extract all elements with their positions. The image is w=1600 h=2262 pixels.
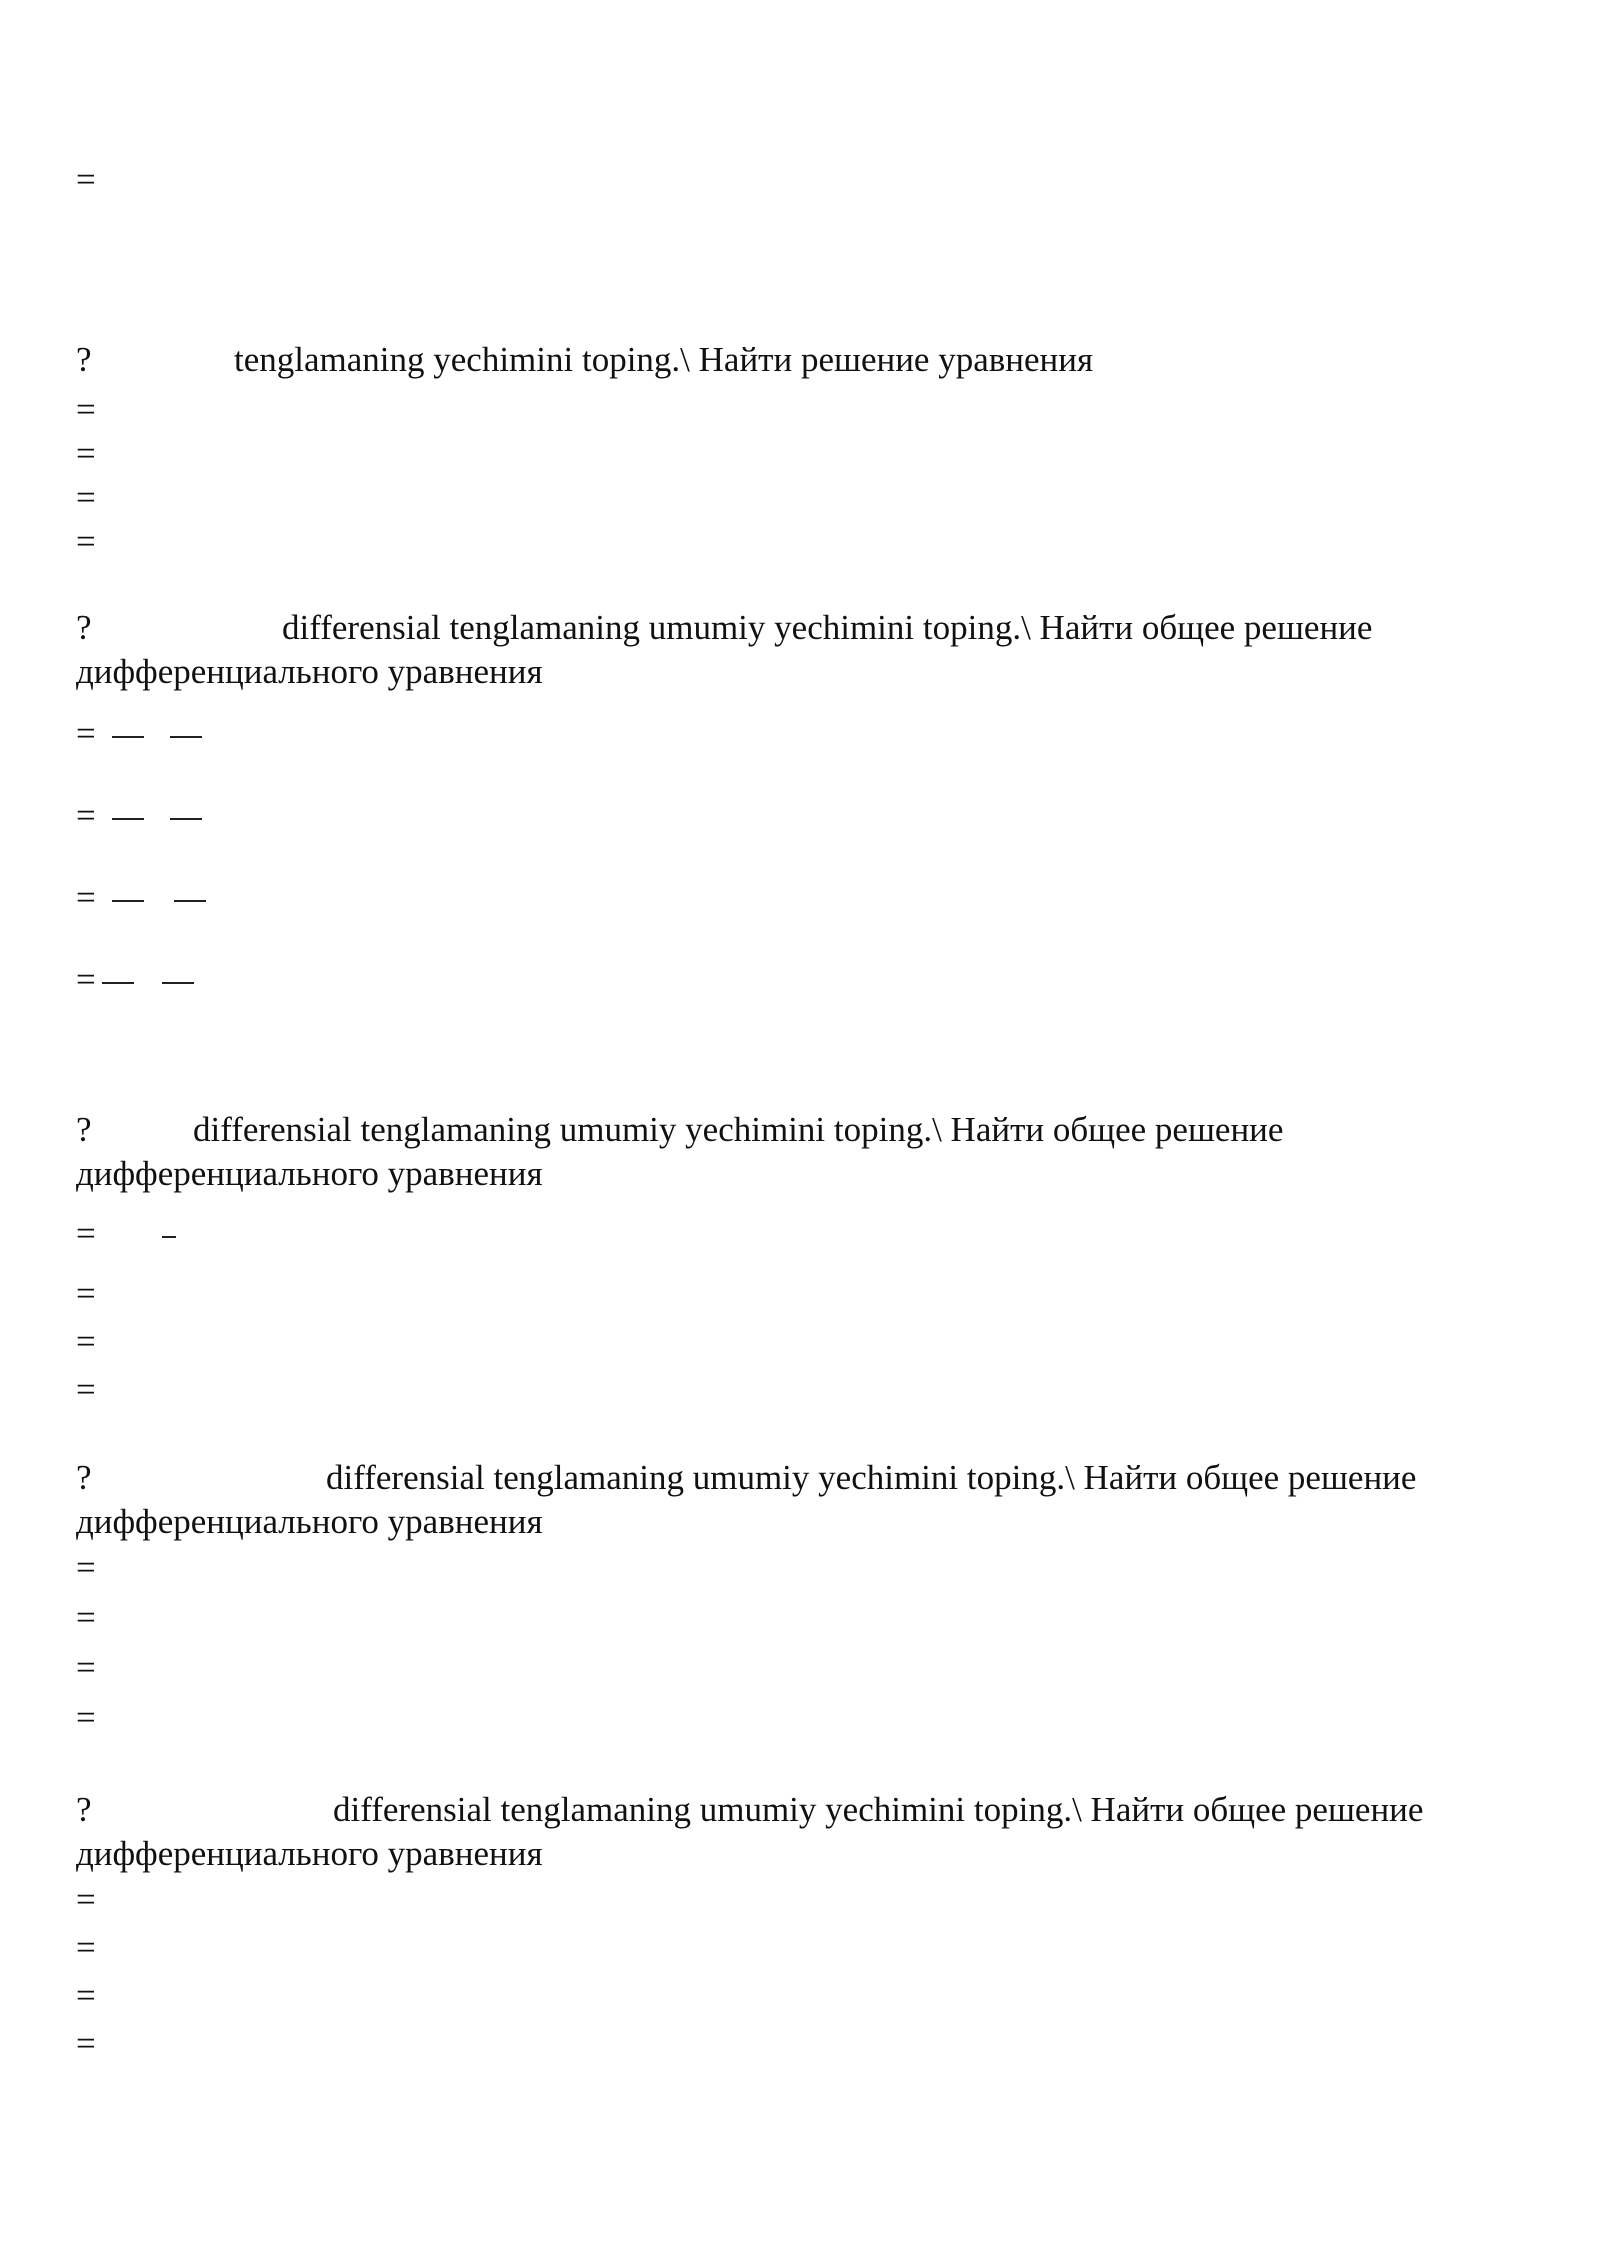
answer-equals: = [76, 434, 96, 473]
answer-equals: = [76, 1598, 96, 1637]
answer-equals: = [76, 960, 96, 999]
question-mark: ? [76, 608, 92, 647]
question-text-continuation: дифференциального уравнения [76, 1154, 543, 1193]
question-mark: ? [76, 1458, 92, 1497]
question-text: differensial tenglamaning umumiy yechimini toping.\ Найти общее решение [326, 1458, 1417, 1497]
answer-equals: = [76, 2024, 96, 2063]
answer-equals: = [76, 1976, 96, 2015]
answer-equals: = [76, 878, 96, 917]
question-mark: ? [76, 340, 92, 379]
answer-equals: = [76, 160, 96, 199]
answer-equals: = [76, 1548, 96, 1587]
answer-equals: = [76, 714, 96, 753]
question-text-continuation: дифференциального уравнения [76, 1502, 543, 1541]
answer-equals: = [76, 1370, 96, 1409]
answer-equals: = [76, 478, 96, 517]
question-mark: ? [76, 1110, 92, 1149]
answer-equals: = [76, 1928, 96, 1967]
question-text-continuation: дифференциального уравнения [76, 1834, 543, 1873]
answer-equals: = [76, 1322, 96, 1361]
answer-equals: = [76, 1698, 96, 1737]
answer-equals: = [76, 1214, 96, 1253]
answer-equals: = [76, 522, 96, 561]
question-text-continuation: дифференциального уравнения [76, 652, 543, 691]
question-text: differensial tenglamaning umumiy yechimini toping.\ Найти общее решение [333, 1790, 1424, 1829]
question-text: differensial tenglamaning umumiy yechimini toping.\ Найти общее решение [282, 608, 1373, 647]
question-text: tenglamaning yechimini toping.\ Найти решение уравнения [234, 340, 1094, 379]
answer-equals: = [76, 796, 96, 835]
question-text: differensial tenglamaning umumiy yechimini toping.\ Найти общее решение [193, 1110, 1284, 1149]
answer-equals: = [76, 1274, 96, 1313]
answer-equals: = [76, 1648, 96, 1687]
answer-equals: = [76, 1880, 96, 1919]
answer-equals: = [76, 390, 96, 429]
question-mark: ? [76, 1790, 92, 1829]
